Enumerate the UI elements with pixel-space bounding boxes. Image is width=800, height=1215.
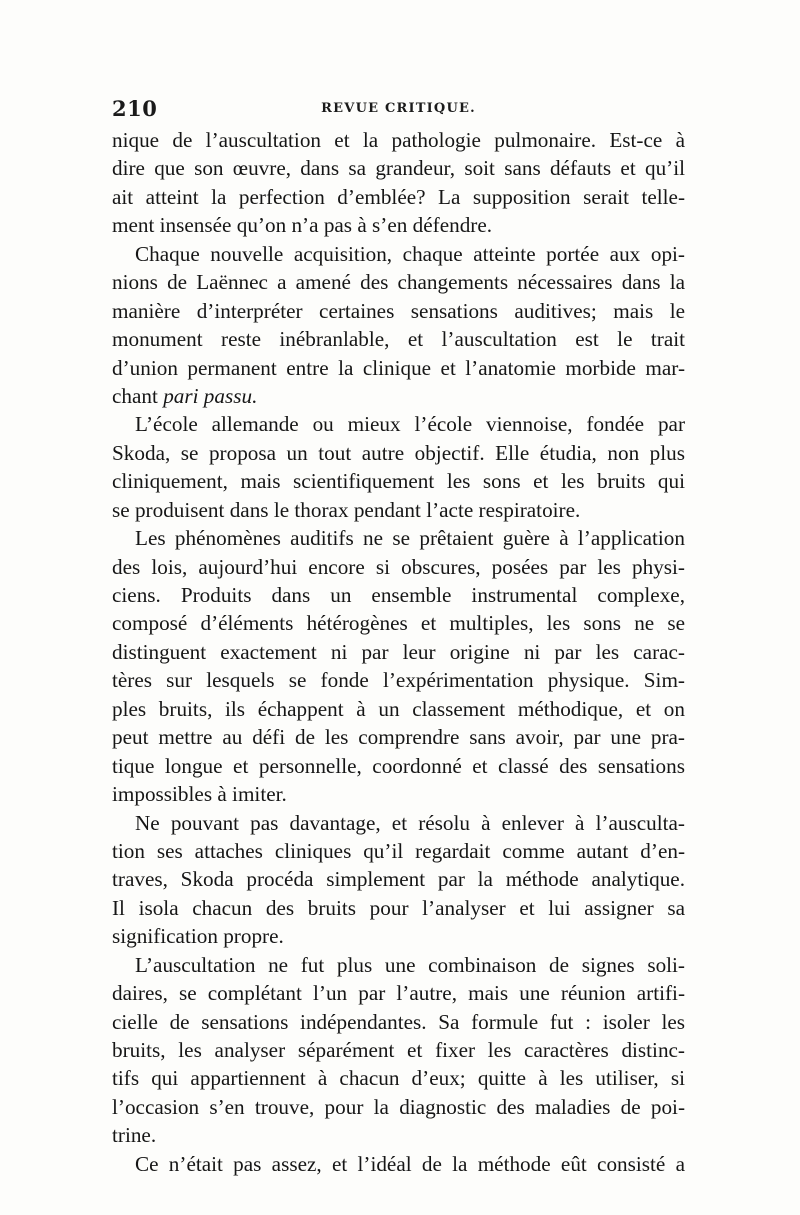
text-line: trine. [112, 1123, 157, 1148]
text-line: cliniquement, mais scientifiquement les sons et les bruits qui [112, 469, 685, 494]
text-line: cielle de sensations indépendantes. Sa formule fut : isoler les [112, 1009, 685, 1034]
text-line: Il isola chacun des bruits pour l’analyser et lui assigner sa [112, 895, 685, 920]
text-line: des lois, aujourd’hui encore si obscures, posées par les physi- [112, 554, 685, 579]
text-line: monument reste inébranlable, et l’auscultation est le trait [112, 327, 685, 352]
text-line: impossibles à imiter. [112, 782, 287, 807]
text-line: tifs qui appartiennent à chacun d’eux; quitte à les utiliser, si [112, 1066, 685, 1091]
line-text: chant [112, 383, 158, 408]
running-head [112, 96, 685, 122]
text-line: nions de Laënnec a amené des changements nécessaires dans la [112, 270, 685, 295]
text-line: d’union permanent entre la clinique et l’anatomie morbide mar- [112, 355, 685, 380]
text-line: dire que son œuvre, dans sa grandeur, soit sans défauts et qu’il [112, 156, 685, 181]
text-line: nique de l’auscultation et la pathologie pulmonaire. Est-ce à [112, 128, 685, 152]
text-line [112, 382, 685, 410]
italic-phrase: pari passu. [163, 383, 258, 408]
text-line: Chaque nouvelle acquisition, chaque atteinte portée aux opi- [135, 241, 685, 266]
text-line: Skoda, se proposa un tout autre objectif. Elle étudia, non plus [112, 440, 685, 465]
text-line: signification propre. [112, 924, 284, 949]
text-line: Ne pouvant pas davantage, et résolu à enlever à l’ausculta- [135, 810, 685, 835]
text-line: tères sur lesquels se fonde l’expérimentation physique. Sim- [112, 668, 685, 693]
text-line: ment insensée qu’on n’a pas à s’en défendre. [112, 213, 493, 238]
text-line: daires, se complétant l’un par l’autre, mais une réunion artifi- [112, 981, 685, 1006]
text-line: ait atteint la perfection d’emblée? La supposition serait telle- [112, 184, 685, 209]
text-line: tique longue et personnelle, coordonné et classé des sensations [112, 753, 685, 778]
text-line: tion ses attaches cliniques qu’il regardait comme autant d’en- [112, 838, 685, 863]
text-line: l’occasion s’en trouve, pour la diagnostic des maladies de poi- [112, 1094, 685, 1119]
body-text [112, 126, 685, 1178]
text-line: L’école allemande ou mieux l’école viennoise, fondée par [135, 412, 685, 437]
text-line: bruits, les analyser séparément et fixer les caractères distinc- [112, 1038, 685, 1062]
page-number: 210 [112, 96, 158, 121]
text-line: ciens. Produits dans un ensemble instrumental complexe, [112, 583, 685, 607]
text-line: se produisent dans le thorax pendant l’acte respiratoire. [112, 497, 581, 522]
journal-title: REVUE CRITIQUE. [321, 101, 476, 116]
text-line: distinguent exactement ni par leur origine ni par les carac- [112, 639, 685, 664]
text-line: Les phénomènes auditifs ne se prêtaient guère à l’application [135, 526, 685, 551]
text-line: manière d’interpréter certaines sensations auditives; mais le [112, 298, 685, 323]
text-line: Ce n’était pas assez, et l’idéal de la méthode eût consisté a [135, 1151, 685, 1176]
text-line: traves, Skoda procéda simplement par la méthode analytique. [112, 867, 685, 892]
text-line: ples bruits, ils échappent à un classement méthodique, et on [112, 696, 685, 721]
text-line: composé d’éléments hétérogènes et multiples, les sons ne se [112, 611, 685, 636]
text-line: peut mettre au défi de les comprendre sans avoir, par une pra- [112, 725, 685, 750]
text-line: L’auscultation ne fut plus une combinaison de signes soli- [135, 952, 685, 977]
